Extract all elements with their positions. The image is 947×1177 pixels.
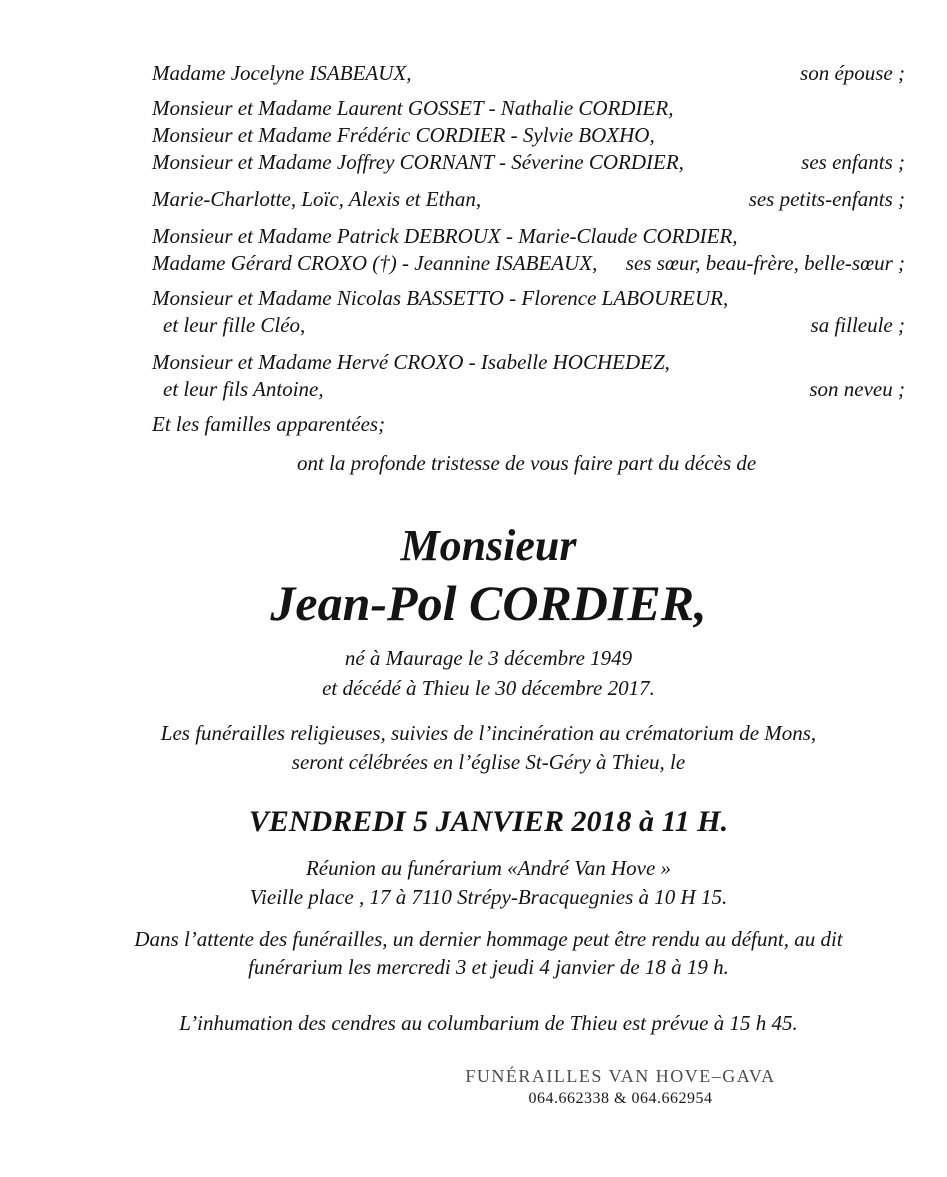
tribute-line-2: funérarium les mercredi 3 et jeudi 4 janvier de 18 à 19 h. xyxy=(248,955,729,979)
tribute-paragraph xyxy=(15,925,947,981)
relation-label: son neveu ; xyxy=(809,377,905,401)
family-line xyxy=(152,312,905,339)
interment-line: L’inhumation des cendres au columbarium de Thieu est prévue à 15 h 45. xyxy=(179,1011,798,1035)
ceremony-line-1: Les funérailles religieuses, suivies de l’incinération au crématorium de Mons, xyxy=(160,721,817,745)
death-line: et décédé à Thieu le 30 décembre 2017. xyxy=(322,676,655,700)
family-member-name: Monsieur et Madame Joffrey CORNANT - Séverine CORDIER, xyxy=(152,150,684,174)
family-member-name: Et les familles apparentées; xyxy=(152,412,386,436)
family-line xyxy=(152,349,905,376)
group-nephew xyxy=(152,349,905,403)
relation-label: son épouse ; xyxy=(800,61,905,85)
family-line xyxy=(152,223,905,250)
birth-death-dates xyxy=(15,643,947,703)
group-grandchildren xyxy=(152,186,905,213)
family-line xyxy=(152,285,905,312)
group-goddaughter xyxy=(152,285,905,339)
ceremony-line-2: seront célébrées en l’église St-Géry à Thieu, le xyxy=(291,750,686,774)
family-line xyxy=(152,60,905,87)
tribute-line-1: Dans l’attente des funérailles, un dernier hommage peut être rendu au défunt, au dit xyxy=(134,927,843,951)
funeral-home-signature xyxy=(147,1064,947,1110)
group-children xyxy=(152,95,905,176)
family-member-name: Monsieur et Madame Frédéric CORDIER - Sylvie BOXHO, xyxy=(152,123,655,147)
ceremony-datetime: VENDREDI 5 JANVIER 2018 à 11 H. xyxy=(248,805,729,838)
family-member-name: Marie-Charlotte, Loïc, Alexis et Ethan, xyxy=(152,187,482,211)
meeting-line-1: Réunion au funérarium «André Van Hove » xyxy=(305,856,672,880)
relation-label: ses enfants ; xyxy=(801,150,905,174)
family-line xyxy=(152,186,905,213)
family-line xyxy=(152,149,905,176)
funeral-home-phones: 064.662338 & 064.662954 xyxy=(528,1090,713,1107)
family-line xyxy=(152,95,905,122)
group-spouse xyxy=(152,60,905,87)
meeting-line-2: Vieille place , 17 à 7110 Strépy-Bracquegnies à 10 H 15. xyxy=(249,885,728,909)
family-member-name: Madame Jocelyne ISABEAUX, xyxy=(152,61,412,85)
relation-label: ses sœur, beau-frère, belle-sœur ; xyxy=(625,251,905,275)
relation-label: ses petits-enfants ; xyxy=(748,187,905,211)
family-line xyxy=(152,250,905,277)
family-member-name: Monsieur et Madame Laurent GOSSET - Nathalie CORDIER, xyxy=(152,96,674,120)
funeral-home-name: FUNÉRAILLES VAN HOVE–GAVA xyxy=(465,1066,776,1086)
ceremony-paragraph xyxy=(15,719,947,777)
announcement-line: ont la profonde tristesse de vous faire part du décès de xyxy=(297,451,757,475)
family-member-name: Madame Gérard CROXO (†) - Jeannine ISABEAUX, xyxy=(152,251,598,275)
family-member-name: Monsieur et Madame Hervé CROXO - Isabelle HOCHEDEZ, xyxy=(152,350,670,374)
deceased-title: Monsieur xyxy=(400,521,577,570)
group-related-families xyxy=(152,411,905,438)
family-line xyxy=(152,411,905,438)
family-member-name: Monsieur et Madame Nicolas BASSETTO - Florence LABOUREUR, xyxy=(152,286,729,310)
family-list xyxy=(0,0,947,477)
group-siblings xyxy=(152,223,905,277)
family-line xyxy=(152,376,905,403)
deceased-name: Jean-Pol CORDIER, xyxy=(270,575,707,631)
family-member-name: Monsieur et Madame Patrick DEBROUX - Marie-Claude CORDIER, xyxy=(152,224,738,248)
meeting-paragraph xyxy=(15,854,947,912)
relation-label: sa filleule ; xyxy=(810,313,905,337)
family-member-name: et leur fils Antoine, xyxy=(163,377,324,401)
deceased-section xyxy=(15,520,947,1038)
family-member-name: et leur fille Cléo, xyxy=(163,313,306,337)
birth-line: né à Maurage le 3 décembre 1949 xyxy=(344,646,633,670)
family-line xyxy=(152,122,905,149)
